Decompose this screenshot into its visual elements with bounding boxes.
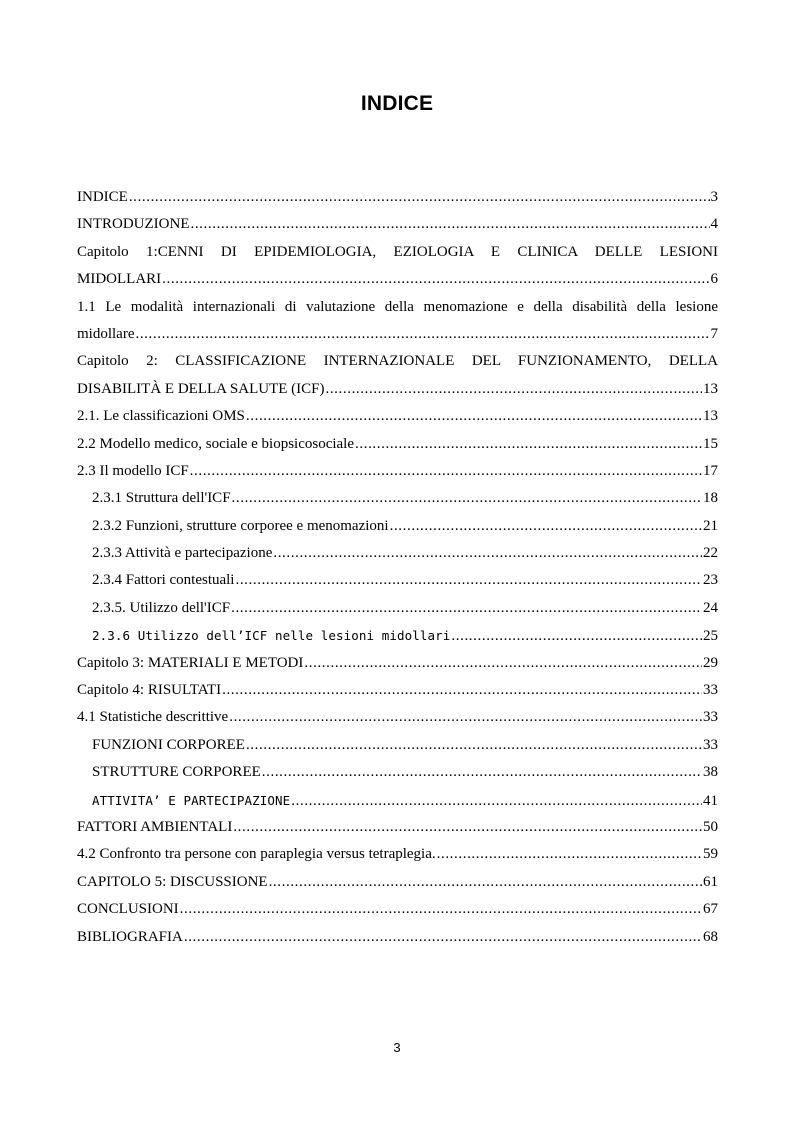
dot-leader [190,458,702,485]
toc-entry-label: STRUTTURE CORPOREE [92,764,261,781]
toc-entry-label: 2.3.3 Attività e partecipazione [92,545,273,562]
toc-entry-label: 2.3.4 Fattori contestuali [92,572,235,589]
toc-entry-introduzione[interactable] [77,211,718,238]
dot-leader [246,732,702,759]
toc-entry-label: ATTIVITA’ E PARTECIPAZIONE [92,792,291,808]
toc-entry-label: FATTORI AMBIENTALI [77,818,233,835]
toc-entry-2-3-3[interactable] [77,540,718,567]
toc-entry-page: 59 [703,846,718,863]
toc-entry-attivita-partecipazione[interactable] [77,787,718,814]
dot-leader [162,266,709,293]
toc-entry-4-1[interactable] [77,704,718,731]
dot-leader [233,814,702,841]
toc-entry-funzioni-corporee[interactable] [77,732,718,759]
toc-entry-label: BIBLIOGRAFIA [77,928,183,945]
toc-entry-page: 25 [703,628,718,645]
toc-entry-page: 22 [703,545,718,562]
dot-leader [246,403,702,430]
toc-entry-label: 4.2 Confronto tra persone con paraplegia versus tetraplegia. [77,846,436,863]
page-number: 3 [393,1040,401,1055]
toc-entry-page: 4 [710,216,718,233]
toc-entry-page: 41 [703,792,718,809]
toc-entry-2-3-1[interactable] [77,485,718,512]
toc-entry-page: 50 [703,818,718,835]
toc-entry-page: 3 [710,189,718,205]
dot-leader [235,567,702,594]
toc-entry-page: 13 [703,380,718,397]
toc-entry-page: 24 [703,599,718,616]
toc-entry-2-3-5[interactable] [77,595,718,622]
toc-entry-label: INDICE [77,189,128,205]
toc-entry-label: CONCLUSIONI [77,901,179,918]
toc-entry-page: 33 [703,736,718,753]
toc-entry-page: 15 [703,435,718,452]
toc-entry-page: 21 [703,517,718,534]
toc-entry-page: 6 [710,271,718,288]
toc-entry-2-3-6[interactable] [77,622,718,649]
toc-entry-label: 2.3.2 Funzioni, strutture corporee e menomazioni [92,517,389,534]
toc-entry-conclusioni[interactable] [77,896,718,923]
toc-entry-page: 67 [703,901,718,918]
dot-leader [180,896,702,923]
toc-entry-2-1[interactable] [77,403,718,430]
dot-leader [269,869,702,896]
toc-entry-capitolo-2[interactable] [77,348,718,403]
table-of-contents [77,184,718,951]
toc-entry-4-2[interactable] [77,841,718,868]
toc-entry-page: 13 [703,408,718,425]
dot-leader [184,924,702,951]
toc-entry-page: 68 [703,928,718,945]
toc-entry-label: FUNZIONI CORPOREE [92,736,245,753]
toc-entry-capitolo-3[interactable] [77,650,718,677]
dot-leader [135,321,709,348]
toc-entry-label-line1: 1.1 Le modalità internazionali di valutazione della menomazione e della disabilità della lesione [77,298,718,315]
dot-leader [325,376,702,403]
toc-entry-label: 2.1. Le classificazioni OMS [77,408,245,425]
toc-entry-label-line1: Capitolo 1:CENNI DI EPIDEMIOLOGIA, EZIOLOGIA E CLINICA DELLE LESIONI [77,243,718,260]
toc-entry-page: 23 [703,572,718,589]
toc-entry-label: MIDOLLARI [77,271,162,288]
toc-entry-label: CAPITOLO 5: DISCUSSIONE [77,873,268,890]
toc-entry-label: 2.3.6 Utilizzo dell’ICF nelle lesioni midollari [92,628,451,644]
toc-entry-label: Capitolo 4: RISULTATI [77,682,222,699]
dot-leader [437,841,702,868]
dot-leader [231,595,702,622]
toc-entry-2-3-4[interactable] [77,567,718,594]
toc-entry-page: 18 [703,490,718,507]
toc-entry-label-line1: Capitolo 2: CLASSIFICAZIONE INTERNAZIONALE DEL FUNZIONAMENTO, DELLA [77,353,718,370]
toc-entry-capitolo-4[interactable] [77,677,718,704]
toc-entry-page: 7 [710,325,718,342]
toc-entry-page: 33 [703,682,718,699]
dot-leader [304,650,702,677]
dot-leader [232,485,702,512]
dot-leader [129,184,710,211]
toc-entry-label: 2.2 Modello medico, sociale e biopsicosociale [77,435,355,452]
toc-entry-label: DISABILITÀ E DELLA SALUTE (ICF) [77,380,325,397]
page-title: INDICE [360,92,434,115]
dot-leader [262,759,702,786]
toc-entry-label: 2.3 Il modello ICF [77,462,189,479]
toc-entry-1-1[interactable] [77,294,718,349]
toc-entry-label: 2.3.5. Utilizzo dell'ICF [92,599,231,616]
toc-entry-2-3-2[interactable] [77,513,718,540]
toc-entry-2-2[interactable] [77,431,718,458]
toc-entry-label: Capitolo 3: MATERIALI E METODI [77,654,304,671]
toc-entry-page: 29 [703,654,718,671]
toc-entry-capitolo-1[interactable] [77,239,718,294]
dot-leader [273,540,702,567]
toc-entry-label: 4.1 Statistiche descrittive [77,709,229,726]
dot-leader [229,704,702,731]
toc-entry-strutture-corporee[interactable] [77,759,718,786]
toc-entry-indice[interactable] [77,184,718,211]
dot-leader [222,677,702,704]
toc-entry-label: INTRODUZIONE [77,216,190,233]
dot-leader [451,623,702,650]
toc-entry-page: 38 [703,764,718,781]
toc-entry-fattori-ambientali[interactable] [77,814,718,841]
toc-entry-label: midollare [77,325,135,342]
toc-entry-label: 2.3.1 Struttura dell'ICF [92,490,231,507]
toc-entry-page: 33 [703,709,718,726]
dot-leader [355,431,702,458]
toc-entry-bibliografia[interactable] [77,924,718,951]
dot-leader [291,788,702,815]
dot-leader [190,211,709,238]
toc-entry-capitolo-5[interactable] [77,869,718,896]
toc-entry-page: 61 [703,873,718,890]
toc-entry-2-3[interactable] [77,458,718,485]
toc-entry-page: 17 [703,462,718,479]
dot-leader [390,513,702,540]
